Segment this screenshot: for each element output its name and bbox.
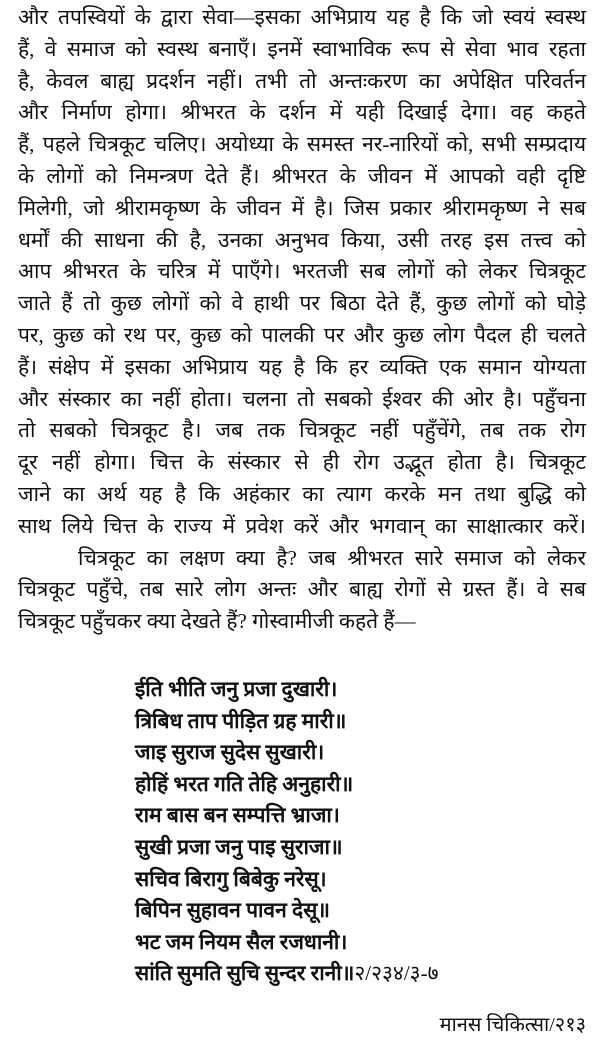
verse-line: ईति भीति जनु प्रजा दुखारी। (135, 677, 338, 701)
paragraph-2 (18, 543, 586, 638)
text-line: है, केवल बाह्य प्रदर्शन नहीं। तभी तो अन्तःकरण का अपेक्षित परिवर्तन (18, 68, 586, 93)
verse-line: सचिव बिरागु बिबेकु नरेसू। (135, 866, 327, 891)
text-line: पर, कुछ को रथ पर, कुछ को पालकी पर और कुछ लोग पैदल ही चलते (18, 322, 586, 347)
text-line: जाते हैं तो कुछ लोगों को वे हाथी पर बिठा देते हैं, कुछ लोगों को घोड़े (18, 291, 586, 316)
text-line: और निर्माण होगा। श्रीभरत के दर्शन में यही दिखाई देगा। वह कहते (18, 100, 586, 125)
text-line: के लोगों को निमन्त्रण देते हैं। श्रीभरत के जीवन में आपको वही दृष्टि (18, 163, 586, 188)
text-line: तो सबको चित्रकूट है। जब तक चित्रकूट नहीं पहुँचेंगे, तब तक रोग (18, 418, 586, 443)
verse-line: होहिं भरत गति तेहि अनुहारी॥ (135, 771, 354, 796)
page-footer (440, 1010, 586, 1037)
text-line: चित्रकूट पहुँचे, तब सारे लोग अन्तः और बाह्य रोगों से ग्रस्त हैं। वे सब (18, 577, 586, 602)
text-line: मिलेगी, जो श्रीरामकृष्ण के जीवन में है। जिस प्रकार श्रीरामकृष्ण ने सब (18, 195, 586, 220)
text-line: हैं। संक्षेप में इसका अभिप्राय यह है कि हर व्यक्ति एक समान योग्यता (18, 354, 586, 379)
text-line: जाने का अर्थ यह है कि अहंकार का त्याग करके मन तथा बुद्धि को (18, 481, 586, 506)
text-line: चित्रकूट पहुँचकर क्या देखते हैं? गोस्वामीजी कहते हैं— (18, 609, 416, 634)
text-line: हैं, पहले चित्रकूट चलिए। अयोध्या के समस्त नर-नारियों को, सभी सम्प्रदाय (18, 132, 586, 157)
footer-separator: / (549, 1014, 555, 1036)
text-line: आप श्रीभरत के चरित्र में पाएँगे। भरतजी सब लोगों को लेकर चित्रकूट (18, 259, 586, 284)
verse-line: सुखी प्रजा जनु पाइ सुराजा॥ (135, 834, 343, 859)
verse-block (135, 674, 575, 990)
verse-reference: २/२३४/३-७ (354, 961, 439, 986)
text-line: और तपस्वियों के द्वारा सेवा—इसका अभिप्राय यह है कि जो स्वयं स्वस्थ (18, 5, 586, 29)
text-line: दूर नहीं होगा। चित्त के संस्कार से ही रोग उद्भूत होता है। चित्रकूट (18, 450, 586, 475)
text-line: हैं, वे समाज को स्वस्थ बनाएँ। इनमें स्वाभाविक रूप से सेवा भाव रहता (18, 36, 586, 61)
verse-line: जाइ सुराज सुदेस सुखारी। (135, 740, 325, 765)
prose-body (18, 2, 586, 638)
page-number: २१३ (554, 1014, 586, 1036)
book-title: मानस चिकित्सा (439, 1014, 550, 1036)
verse-line: सांति सुमति सुचि सुन्दर रानी॥२/२३४/३-७ (135, 961, 439, 986)
verse-line: राम बास बन सम्पत्ति भ्राजा। (135, 803, 340, 828)
text-line: साथ लिये चित्त के राज्य में प्रवेश करें और भगवान् का साक्षात्कार करें। (18, 513, 586, 538)
text-line: और संस्कार का नहीं होता। चलना तो सबको ईश्वर की ओर है। पहुँचना (18, 386, 586, 411)
verse-line: भट जम नियम सैल रजधानी। (135, 929, 348, 954)
text-line: धर्मों की साधना की है, उनका अनुभव किया, उसी तरह इस तत्त्व को (18, 227, 586, 252)
paragraph-1 (18, 2, 586, 543)
verse-line: त्रिबिध ताप पीड़ित ग्रह मारी॥ (135, 708, 347, 733)
verse-line: बिपिन सुहावन पावन देसू॥ (135, 898, 330, 923)
text-line: चित्रकूट का लक्षण क्या है? जब श्रीभरत सारे समाज को लेकर (78, 545, 586, 570)
